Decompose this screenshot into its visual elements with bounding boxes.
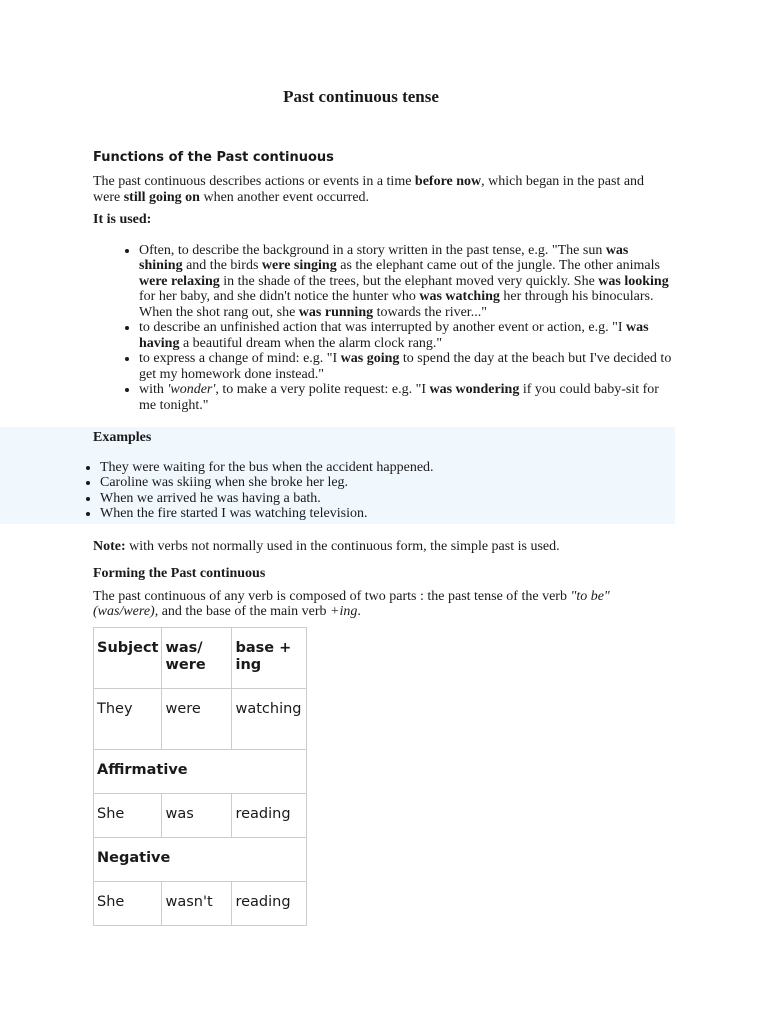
text-run: The past continuous describes actions or events in a time	[93, 174, 415, 189]
bold-text: was having	[139, 320, 649, 351]
conjugation-table	[93, 627, 307, 926]
text-run: , which began in the past and were	[93, 174, 645, 205]
bold-text: was shining	[139, 242, 629, 273]
text-run: , and the base of the main verb	[154, 604, 331, 619]
table-row	[94, 793, 307, 837]
table-cell: They	[94, 688, 162, 749]
header-cell-was-were: was/ were	[162, 627, 232, 688]
text-run: towards the river..."	[373, 304, 487, 320]
use-item-interrupted	[139, 320, 673, 351]
example-item: • Caroline was skiing when she broke her leg.	[100, 475, 675, 491]
use-item-background	[139, 243, 673, 321]
document-body	[93, 150, 673, 926]
text-run: , to make a very polite request: e.g. "I	[215, 382, 430, 397]
header-cell-base-ing: base + ing	[232, 627, 307, 688]
note-label: Note:	[93, 538, 126, 554]
table-cell: was	[162, 793, 232, 837]
examples-box	[0, 427, 675, 524]
affirmative-label-row	[94, 749, 307, 793]
it-is-used-heading: It is used:	[93, 212, 152, 227]
text-run: when another event occurred.	[199, 189, 370, 205]
text-run: with	[139, 382, 168, 397]
page-title: Past continuous tense	[283, 87, 439, 106]
text-run: her through his binoculars. When the shot rang out, she	[139, 289, 654, 320]
examples-list	[0, 460, 675, 522]
negative-label-row	[94, 837, 307, 881]
text-run: as the elephant came out of the jungle. The other animals	[336, 258, 660, 273]
example-item: • When we arrived he was having a bath.	[100, 491, 675, 507]
table-cell: reading	[232, 793, 307, 837]
example-item: • They were waiting for the bus when the accident happened.	[100, 460, 675, 476]
bold-text: was going	[340, 351, 400, 366]
bold-text: were relaxing	[139, 273, 220, 289]
forming-heading: Forming the Past continuous	[93, 566, 266, 581]
table-row	[94, 688, 307, 749]
text-run: and the birds	[182, 258, 262, 273]
text-run: if you could baby-sit for me tonight."	[139, 382, 659, 413]
note-paragraph	[93, 539, 673, 555]
text-run: The past continuous of any verb is composed of two parts : the past tense of the verb	[93, 588, 571, 604]
example-item: • When the fire started I was watching television.	[100, 506, 675, 522]
text-run: Often, to describe the background in a story written in the past tense, e.g. "The sun	[139, 242, 606, 258]
bold-text: was watching	[419, 289, 500, 304]
text-run: to express a change of mind: e.g. "I	[139, 351, 341, 366]
header-cell-subject: Subject	[94, 627, 162, 688]
functions-intro	[93, 174, 673, 205]
bold-text: were singing	[261, 258, 337, 273]
italic-text: +ing	[330, 604, 358, 619]
table-cell: were	[162, 688, 232, 749]
italic-text: 'wonder'	[167, 382, 216, 397]
bold-text: was wondering	[429, 382, 520, 397]
text-run: for her baby, and she didn't notice the hunter who	[139, 289, 420, 304]
examples-heading: Examples	[93, 430, 152, 445]
bold-text: still going on	[123, 189, 200, 205]
table-cell: watching	[232, 688, 307, 749]
bold-text: before now	[414, 174, 482, 189]
table-row	[94, 881, 307, 925]
use-item-polite-request	[139, 382, 673, 413]
italic-text: "to be" (was/were)	[93, 588, 610, 619]
functions-heading: Functions of the Past continuous	[93, 150, 334, 165]
table-cell: She	[94, 793, 162, 837]
negative-label: Negative	[94, 837, 307, 881]
text-run: .	[357, 604, 361, 619]
bold-text: was running	[298, 304, 374, 320]
forming-description	[93, 589, 673, 620]
text-run: in the shade of the trees, but the elephant moved very quickly. She	[219, 273, 599, 289]
use-item-change-of-mind	[139, 351, 673, 382]
text-run: a beautiful dream when the alarm clock rang."	[179, 335, 443, 351]
table-cell: reading	[232, 881, 307, 925]
affirmative-label: Affirmative	[94, 749, 307, 793]
uses-list	[93, 243, 673, 414]
text-run: to describe an unfinished action that was interrupted by another event or action, e.g. "I	[139, 320, 626, 335]
bold-text: was looking	[598, 273, 669, 289]
table-header-row	[94, 627, 307, 688]
table-cell: wasn't	[162, 881, 232, 925]
note-text: with verbs not normally used in the continuous form, the simple past is used.	[125, 538, 560, 554]
text-run: to spend the day at the beach but I've decided to get my homework done instead."	[139, 351, 672, 382]
table-cell: She	[94, 881, 162, 925]
